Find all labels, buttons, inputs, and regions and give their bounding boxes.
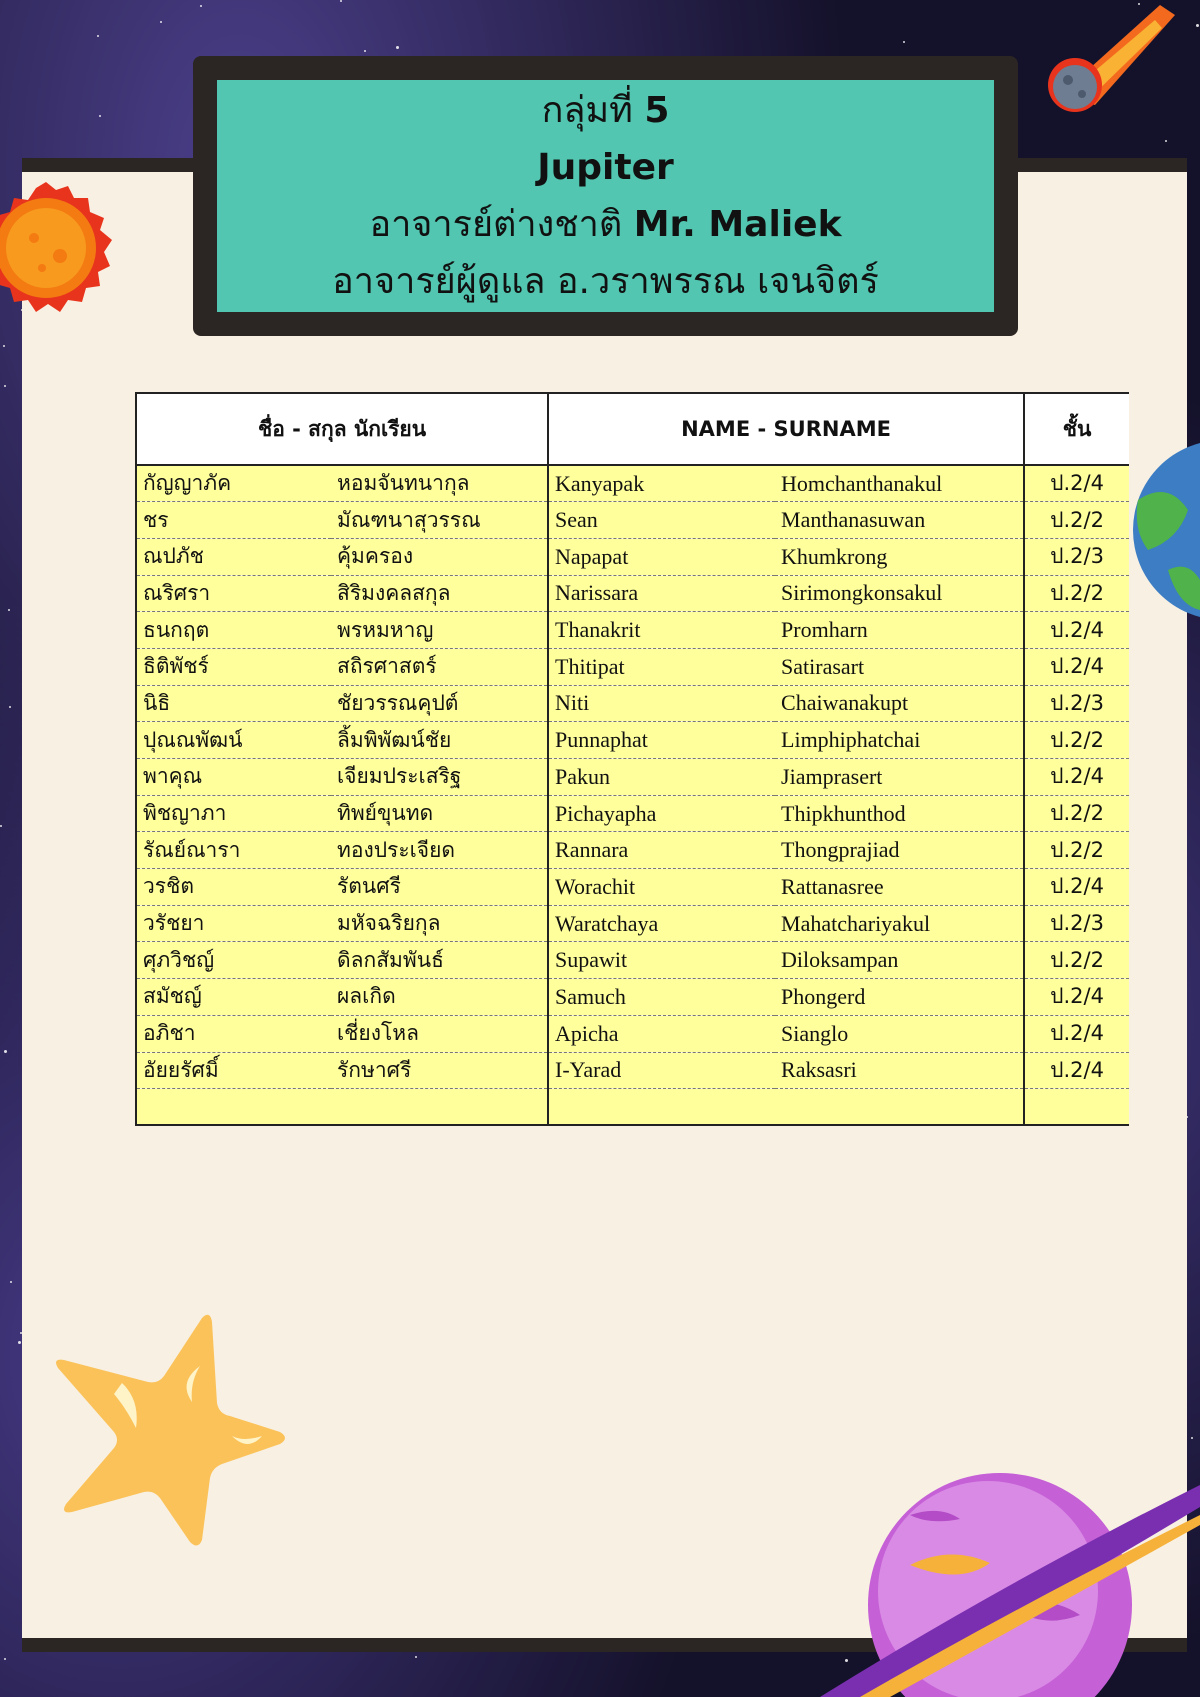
cell-english-first-name: Napapat — [548, 538, 775, 575]
table-row — [136, 942, 1129, 979]
cell-thai-last-name: มัณฑนาสุวรรณ — [331, 502, 548, 539]
table-row — [136, 832, 1129, 869]
cell-english-last-name: Khumkrong — [775, 538, 1024, 575]
title-box — [193, 56, 1018, 336]
cell-english-first-name: Pichayapha — [548, 795, 775, 832]
background-star — [1165, 140, 1167, 142]
cell-english-last-name: Promharn — [775, 612, 1024, 649]
foreign-teacher-line — [369, 196, 841, 253]
cell-thai-last-name: เจียมประเสริฐ — [331, 759, 548, 796]
cell-class: ป.2/4 — [1024, 759, 1129, 796]
background-star — [340, 0, 342, 2]
cell-thai-last-name: พรหมหาญ — [331, 612, 548, 649]
cell-english-first-name: Apicha — [548, 1015, 775, 1052]
cell-thai-last-name: ดิลกสัมพันธ์ — [331, 942, 548, 979]
cell-thai-first-name: ธิติพัชร์ — [136, 648, 331, 685]
cell-thai-last-name: เชี่ยงโหล — [331, 1015, 548, 1052]
cell-english-first-name — [548, 1089, 775, 1126]
background-star — [99, 115, 101, 117]
cell-thai-first-name: ณริศรา — [136, 575, 331, 612]
cell-thai-last-name: มหัจฉริยกุล — [331, 905, 548, 942]
table-body — [136, 465, 1129, 1125]
group-label: กลุ่มที่ — [541, 90, 633, 131]
cell-english-last-name: Limphiphatchai — [775, 722, 1024, 759]
cell-english-last-name: Homchanthanakul — [775, 465, 1024, 502]
cell-english-last-name: Chaiwanakupt — [775, 685, 1024, 722]
cell-english-last-name: Sianglo — [775, 1015, 1024, 1052]
cell-thai-last-name — [331, 1089, 548, 1126]
student-table-container — [135, 392, 1128, 1126]
cell-thai-first-name: ศุภวิชญ์ — [136, 942, 331, 979]
background-star — [3, 345, 5, 347]
star-icon — [52, 1308, 290, 1550]
cell-thai-first-name: ปุณณพัฒน์ — [136, 722, 331, 759]
cell-thai-last-name: สถิรศาสตร์ — [331, 648, 548, 685]
header-class: ชั้น — [1024, 393, 1129, 465]
header-english-name: NAME - SURNAME — [548, 393, 1024, 465]
cell-english-last-name: Satirasart — [775, 648, 1024, 685]
cell-english-last-name: Rattanasree — [775, 869, 1024, 906]
table-row — [136, 538, 1129, 575]
background-star — [1196, 24, 1199, 27]
cell-thai-first-name: พิชญาภา — [136, 795, 331, 832]
group-number: 5 — [644, 90, 670, 131]
table-row — [136, 759, 1129, 796]
table-row — [136, 979, 1129, 1016]
table-row — [136, 1015, 1129, 1052]
cell-thai-last-name: ทองประเจียด — [331, 832, 548, 869]
cell-english-last-name: Jiamprasert — [775, 759, 1024, 796]
cell-thai-first-name: นิธิ — [136, 685, 331, 722]
background-star — [200, 5, 202, 7]
group-title — [542, 82, 670, 139]
table-header-row — [136, 393, 1129, 465]
cell-thai-first-name: ณปภัช — [136, 538, 331, 575]
cell-class: ป.2/2 — [1024, 502, 1129, 539]
cell-thai-first-name: กัญญาภัค — [136, 465, 331, 502]
earth-icon — [1128, 440, 1200, 620]
table-row — [136, 648, 1129, 685]
cell-class: ป.2/4 — [1024, 612, 1129, 649]
cell-english-last-name: Phongerd — [775, 979, 1024, 1016]
comet-icon — [1040, 0, 1180, 120]
cell-english-last-name: Sirimongkonsakul — [775, 575, 1024, 612]
cell-english-first-name: Kanyapak — [548, 465, 775, 502]
table-row — [136, 869, 1129, 906]
cell-thai-first-name: สมัชญ์ — [136, 979, 331, 1016]
cell-thai-first-name — [136, 1089, 331, 1126]
table-row — [136, 905, 1129, 942]
cell-english-first-name: Thitipat — [548, 648, 775, 685]
table-row-empty — [136, 1089, 1129, 1126]
cell-english-first-name: Niti — [548, 685, 775, 722]
cell-english-first-name: Supawit — [548, 942, 775, 979]
cell-class: ป.2/4 — [1024, 1052, 1129, 1089]
cell-thai-last-name: ลิ้มพิพัฒน์ชัย — [331, 722, 548, 759]
supervisor-line: อาจารย์ผู้ดูแล อ.วราพรรณ เจนจิตร์ — [332, 261, 879, 302]
background-star — [10, 1281, 12, 1283]
background-star — [396, 46, 399, 49]
cell-thai-last-name: หอมจันทนากุล — [331, 465, 548, 502]
table-row — [136, 722, 1129, 759]
cell-english-first-name: Waratchaya — [548, 905, 775, 942]
background-star — [1191, 1437, 1193, 1439]
background-star — [4, 385, 6, 387]
group-name: Jupiter — [537, 147, 674, 188]
cell-english-first-name: Thanakrit — [548, 612, 775, 649]
cell-thai-last-name: รักษาศรี — [331, 1052, 548, 1089]
cell-class: ป.2/3 — [1024, 905, 1129, 942]
background-star — [18, 1341, 21, 1344]
cell-english-first-name: Punnaphat — [548, 722, 775, 759]
cell-thai-last-name: รัตนศรี — [331, 869, 548, 906]
cell-english-first-name: Sean — [548, 502, 775, 539]
background-star — [97, 35, 99, 37]
background-star — [0, 825, 2, 827]
cell-thai-last-name: ผลเกิด — [331, 979, 548, 1016]
header-thai-name: ชื่อ - สกุล นักเรียน — [136, 393, 548, 465]
cell-class: ป.2/3 — [1024, 538, 1129, 575]
cell-english-last-name: Raksasri — [775, 1052, 1024, 1089]
cell-english-last-name: Diloksampan — [775, 942, 1024, 979]
cell-thai-first-name: อภิชา — [136, 1015, 331, 1052]
table-row — [136, 502, 1129, 539]
table-row — [136, 795, 1129, 832]
cell-english-first-name: Rannara — [548, 832, 775, 869]
cell-english-first-name: Worachit — [548, 869, 775, 906]
cell-class: ป.2/2 — [1024, 942, 1129, 979]
table-row — [136, 465, 1129, 502]
background-star — [364, 50, 366, 52]
sun-icon — [0, 176, 122, 321]
cell-class: ป.2/4 — [1024, 979, 1129, 1016]
background-star — [4, 1050, 7, 1053]
cell-class: ป.2/3 — [1024, 685, 1129, 722]
background-star — [8, 609, 10, 611]
cell-english-last-name: Thongprajiad — [775, 832, 1024, 869]
cell-thai-first-name: วรชิต — [136, 869, 331, 906]
foreign-teacher-label: อาจารย์ต่างชาติ — [369, 204, 623, 245]
cell-class — [1024, 1089, 1129, 1126]
cell-class: ป.2/2 — [1024, 832, 1129, 869]
cell-thai-last-name: คุ้มครอง — [331, 538, 548, 575]
background-star — [415, 1656, 417, 1658]
cell-thai-first-name: ชร — [136, 502, 331, 539]
cell-thai-last-name: ทิพย์ขุนทด — [331, 795, 548, 832]
table-row — [136, 685, 1129, 722]
cell-thai-first-name: อัยยรัศมิ์ — [136, 1052, 331, 1089]
cell-english-first-name: I-Yarad — [548, 1052, 775, 1089]
cell-class: ป.2/2 — [1024, 575, 1129, 612]
cell-english-last-name — [775, 1089, 1024, 1126]
table-row — [136, 612, 1129, 649]
cell-thai-last-name: ชัยวรรณคุปต์ — [331, 685, 548, 722]
cell-class: ป.2/2 — [1024, 722, 1129, 759]
background-star — [160, 21, 162, 23]
cell-class: ป.2/4 — [1024, 1015, 1129, 1052]
cell-english-last-name: Mahatchariyakul — [775, 905, 1024, 942]
cell-english-last-name: Manthanasuwan — [775, 502, 1024, 539]
background-star — [9, 706, 11, 708]
ringed-planet-icon — [800, 1455, 1200, 1697]
cell-english-last-name: Thipkhunthod — [775, 795, 1024, 832]
cell-class: ป.2/2 — [1024, 795, 1129, 832]
group-name-line — [537, 139, 674, 196]
background-star — [903, 41, 905, 43]
cell-thai-first-name: รัณย์ณารา — [136, 832, 331, 869]
cell-thai-first-name: พาคุณ — [136, 759, 331, 796]
table-row — [136, 575, 1129, 612]
cell-thai-first-name: ธนกฤต — [136, 612, 331, 649]
cell-thai-last-name: สิริมงคลสกุล — [331, 575, 548, 612]
foreign-teacher-name: Mr. Maliek — [633, 204, 842, 245]
cell-english-first-name: Narissara — [548, 575, 775, 612]
background-star — [4, 1658, 6, 1660]
title-panel — [217, 80, 994, 312]
cell-class: ป.2/4 — [1024, 648, 1129, 685]
table-row — [136, 1052, 1129, 1089]
student-table — [135, 392, 1129, 1126]
cell-thai-first-name: วรัชยา — [136, 905, 331, 942]
cell-class: ป.2/4 — [1024, 869, 1129, 906]
cell-english-first-name: Samuch — [548, 979, 775, 1016]
cell-english-first-name: Pakun — [548, 759, 775, 796]
cell-class: ป.2/4 — [1024, 465, 1129, 502]
